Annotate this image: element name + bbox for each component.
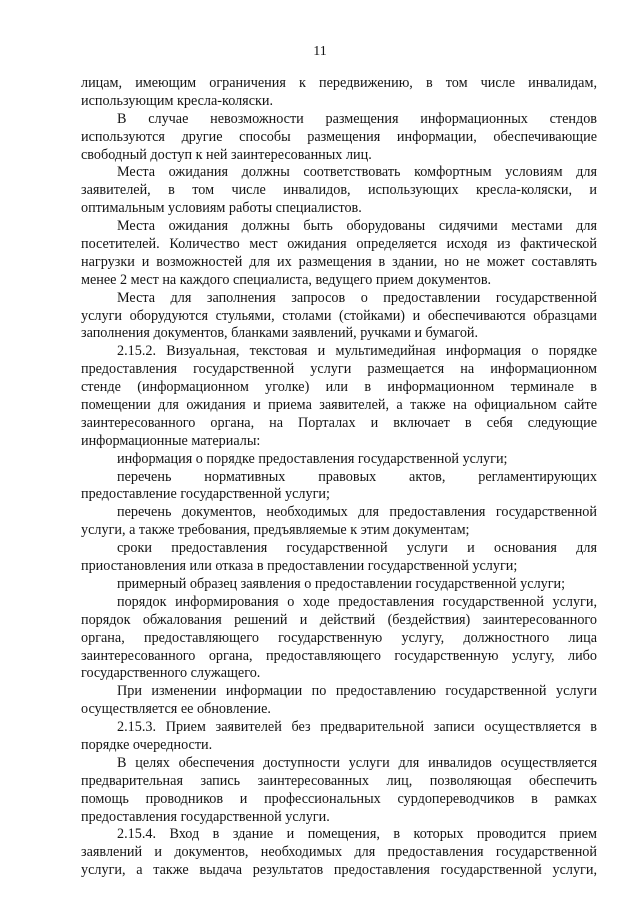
text-line: органа, предоставляющего государственную услугу, должностного лица [81,629,597,646]
text-line: порядке очередности. [81,736,213,753]
paragraph [81,683,597,719]
text-line: свободный доступ к ней заинтересованных лиц. [81,146,372,163]
paragraph [81,576,597,594]
text-line: Места ожидания должны быть оборудованы сидячими местами для [117,218,597,235]
text-line: Места ожидания должны соответствовать комфортным условиям для [117,164,597,181]
text-line: сроки предоставления государственной услуги и основания для [117,540,597,557]
text-line: предоставления государственной услуги размещается на информационном [81,361,597,378]
text-line: оптимальным условиям работы специалистов. [81,200,362,217]
text-line: помощь проводников и профессиональных сурдопереводчиков в рамках [81,790,597,807]
text-line: При изменении информации по предоставлению государственной услуги [117,683,597,700]
text-line: государственного служащего. [81,665,261,682]
paragraph [81,290,597,344]
paragraph [81,755,597,827]
paragraph [81,469,597,505]
text-line: заинтересованного органа, предоставляющего государственную услугу, либо [81,647,597,664]
text-line: заполнения документов, бланками заявлений, ручками и бумагой. [81,325,479,342]
paragraph [81,343,597,450]
text-line: перечень документов, необходимых для предоставления государственной [117,504,597,521]
text-line: услуги, а также требования, предъявляемые к этим документам; [81,522,470,539]
paragraph [81,218,597,290]
text-line: стенде (информационном уголке) или в информационном терминале в [81,379,597,396]
paragraph [81,75,597,111]
document-body [81,75,597,880]
paragraph [81,451,597,469]
text-line: нагрузки и возможностей для их размещения в здании, но не может составлять [81,253,597,270]
paragraph [81,111,597,165]
text-line: 2.15.4. Вход в здание и помещения, в которых проводится прием [117,826,597,843]
text-line: менее 2 мест на каждого специалиста, ведущего прием документов. [81,271,492,288]
text-line: В целях обеспечения доступности услуги для инвалидов осуществляется [117,754,597,771]
paragraph [81,540,597,576]
text-line: В случае невозможности размещения информационных стендов [117,110,597,127]
text-line: помещении для ожидания и приема заявителей, а также на официальном сайте [81,397,597,414]
text-line: предоставление государственной услуги; [81,486,330,503]
text-line: Места для заполнения запросов о предоставлении государственной [117,289,597,306]
paragraph [81,594,597,683]
paragraph [81,826,597,880]
paragraph [81,504,597,540]
text-line: 2.15.2. Визуальная, текстовая и мультимедийная информация о порядке [117,343,597,360]
text-line: порядок информирования о ходе предоставления государственной услуги, [117,593,597,610]
text-line: заявителей, в том числе инвалидов, использующих кресла-коляски, и [81,182,597,199]
paragraph [81,719,597,755]
text-line: использующим кресла-коляски. [81,92,274,109]
text-line: приостановления или отказа в предоставлении государственной услуги; [81,558,518,575]
text-line: порядок обжалования решений и действий (бездействия) заинтересованного [81,611,597,628]
text-line: информационные материалы: [81,432,261,449]
text-line: предоставления государственной услуги. [81,808,330,825]
text-line: 2.15.3. Прием заявителей без предварительной записи осуществляется в [117,719,597,736]
text-line: услуги, а также выдача результатов предоставления государственной услуги, [81,862,597,879]
text-line: перечень нормативных правовых актов, регламентирующих [117,468,597,485]
text-line: используются другие способы размещения информации, обеспечивающие [81,128,597,145]
paragraph [81,164,597,218]
text-line: посетителей. Количество мест ожидания определяется исходя из фактической [81,236,597,253]
text-line: заявлений и документов, необходимых для предоставления государственной [81,844,597,861]
text-line: примерный образец заявления о предоставлении государственной услуги; [117,575,566,592]
text-line: услуги оборудуются стульями, столами (стойками) и обеспечиваются образцами [81,307,597,324]
text-line: информация о порядке предоставления государственной услуги; [117,450,508,467]
text-line: предварительная запись заинтересованных лиц, позволяющая обеспечить [81,772,597,789]
text-line: осуществляется ее обновление. [81,701,271,718]
text-line: лицам, имеющим ограничения к передвижению, в том числе инвалидам, [81,75,597,91]
text-line: заинтересованного органа, на Порталах и включает в себя следующие [81,414,597,431]
page-number: 11 [313,44,327,59]
